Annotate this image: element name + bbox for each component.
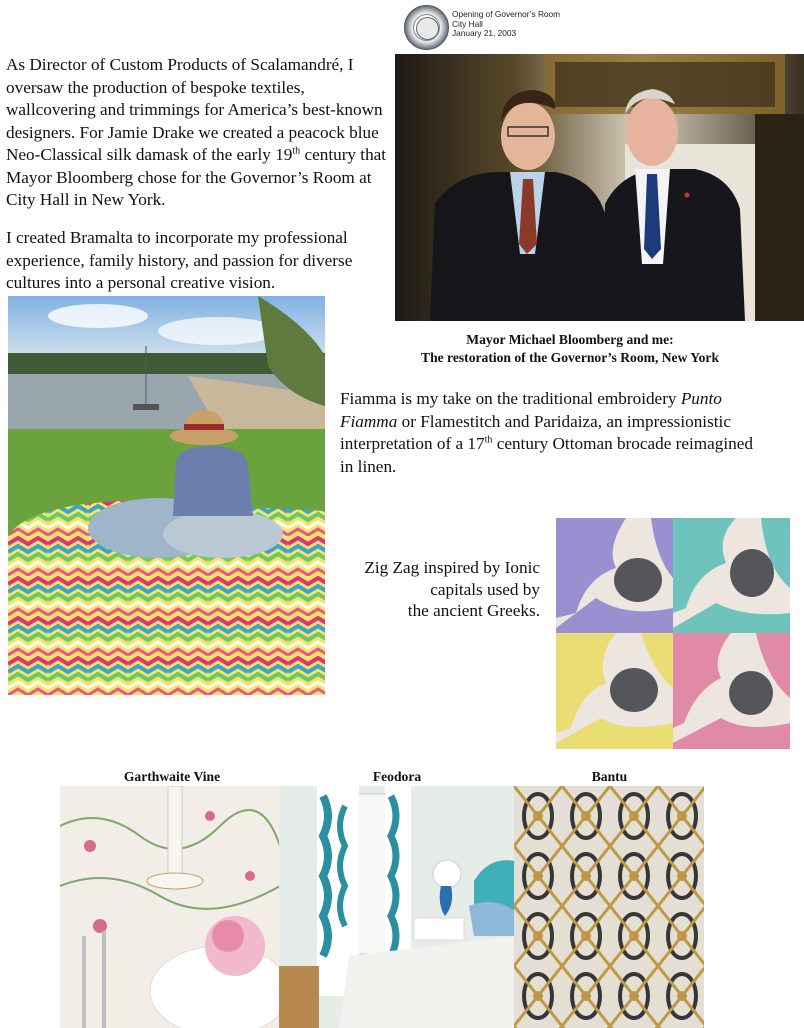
zigzag-fabric-grid [556,518,790,749]
fiamma-paragraph: Fiamma is my take on the traditional embroidery Punto Fiamma or Flamestitch and Paridaiza, an impressionistic interpretation of a 17th century Ottoman brocade reimagined in linen. [340,389,753,476]
feodora-title: Feodora [372,769,422,784]
zigzag-description: Zig Zag inspired by Ionic capitals used by the ancient Greeks. [364,558,540,620]
event-caption-date: January 21, 2003 [452,28,517,38]
garthwaite-vine-title: Garthwaite Vine [123,769,221,784]
mayor-photo-caption [340,331,800,366]
mayor-caption-line-2: The restoration of the Governor’s Room, New York [421,349,719,365]
garthwaite-vine-photo [60,786,280,1028]
event-caption-location: City Hall [452,18,483,29]
feodora-photo [279,786,515,1028]
zigzag-swatch-teal [673,518,790,633]
city-seal-icon [404,5,449,50]
zigzag-swatch-purple [556,518,673,633]
zigzag-swatch-yellow [556,633,673,749]
mayor-photo [395,54,804,321]
event-caption [452,10,560,39]
mayor-caption-line-1: Mayor Michael Bloomberg and me: [466,332,674,347]
zigzag-swatch-pink [673,633,790,749]
bantu-photo [514,786,704,1028]
bantu-title: Bantu [591,769,628,784]
lake-photo [8,296,325,695]
event-caption-title: Opening of Governor’s Room [452,9,561,19]
intro-paragraph-1: As Director of Custom Products of Scalamandré, I oversaw the production of bespoke textiles, wallcovering and trimmings for America’s best-known designers. For Jamie Drake we created a peacock blue Neo-Classical silk damask of the early 19th century that Mayor Bloomberg chose for the Governor’s Room at City Hall in New York. [6,55,387,209]
intro-paragraph-2: I created Bramalta to incorporate my professional experience, family history, and passion for diverse cultures into a personal creative vision. [6,228,353,292]
